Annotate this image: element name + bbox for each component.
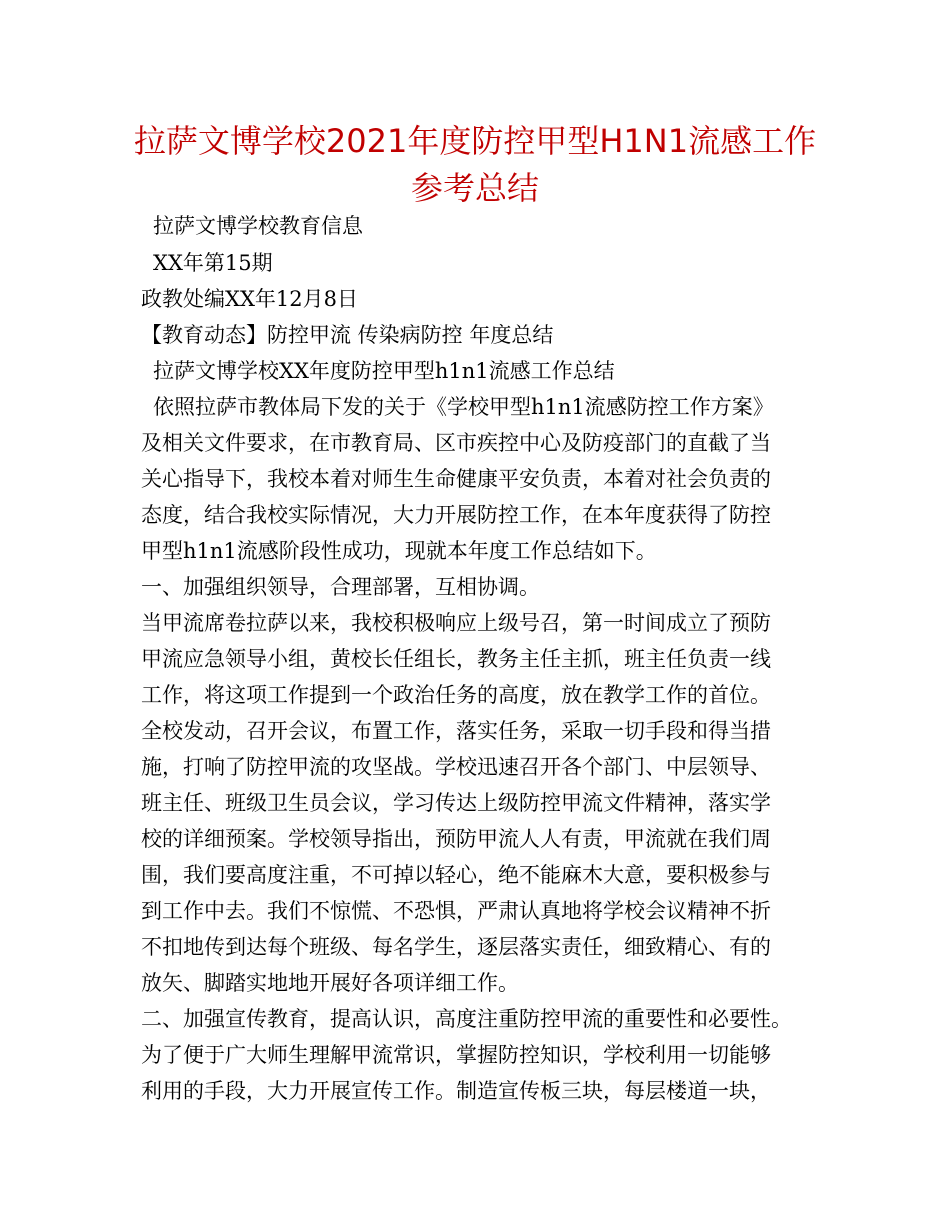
section-heading-1: 一、加强组织领导，合理部署，互相协调。: [141, 575, 540, 599]
body-line: 利用的手段，大力开展宣传工作。制造宣传板三块，每层楼道一块，: [141, 1079, 771, 1103]
body-line: 及相关文件要求，在市教育局、区市疾控中心及防疫部门的直截了当: [141, 431, 771, 455]
body-line: 班主任、班级卫生员会议，学习传达上级防控甲流文件精神，落实学: [141, 791, 771, 815]
body-line: 态度，结合我校实际情况，大力开展防控工作，在本年度获得了防控: [141, 503, 771, 527]
body-line: 当甲流席卷拉萨以来，我校积极响应上级号召，第一时间成立了预防: [141, 611, 771, 635]
body-line: 为了便于广大师生理解甲流常识，掌握防控知识，学校利用一切能够: [141, 1043, 771, 1067]
body-line: 工作，将这项工作提到一个政治任务的高度，放在教学工作的首位。: [141, 683, 771, 707]
body-line: 甲流应急领导小组，黄校长任组长，教务主任主抓，班主任负责一线: [141, 647, 771, 671]
header-line-issue: XX年第15期: [153, 251, 273, 275]
body-line: 全校发动，召开会议，布置工作，落实任务，采取一切手段和得当措: [141, 719, 771, 743]
body-line: 甲型h1n1流感阶段性成功，现就本年度工作总结如下。: [141, 539, 657, 563]
header-line-editor-date: 政教处编XX年12月8日: [141, 287, 358, 311]
body-line: 到工作中去。我们不惊慌、不恐惧，严肃认真地将学校会议精神不折: [141, 899, 771, 923]
header-line-tags: 【教育动态】防控甲流 传染病防控 年度总结: [141, 323, 554, 347]
document-title: 拉萨文博学校2021年度防控甲型H1N1流感工作参考总结: [133, 122, 817, 207]
section-heading-2: 二、加强宣传教育，提高认识，高度注重防控甲流的重要性和必要性。: [141, 1007, 792, 1031]
body-line: 施，打响了防控甲流的攻坚战。学校迅速召开各个部门、中层领导、: [141, 755, 771, 779]
body-line: 围，我们要高度注重，不可掉以轻心，绝不能麻木大意，要积极参与: [141, 863, 771, 887]
body-line: 不扣地传到达每个班级、每名学生，逐层落实责任，细致精心、有的: [141, 935, 771, 959]
body-line: 关心指导下，我校本着对师生生命健康平安负责，本着对社会负责的: [141, 467, 771, 491]
body-line: 校的详细预案。学校领导指出，预防甲流人人有责，甲流就在我们周: [141, 827, 771, 851]
header-line-subtitle: 拉萨文博学校XX年度防控甲型h1n1流感工作总结: [153, 359, 615, 383]
header-line-school-info: 拉萨文博学校教育信息: [153, 214, 363, 238]
body-line: 依照拉萨市教体局下发的关于《学校甲型h1n1流感防控工作方案》: [153, 395, 774, 419]
body-line: 放矢、脚踏实地地开展好各项详细工作。: [141, 971, 519, 995]
